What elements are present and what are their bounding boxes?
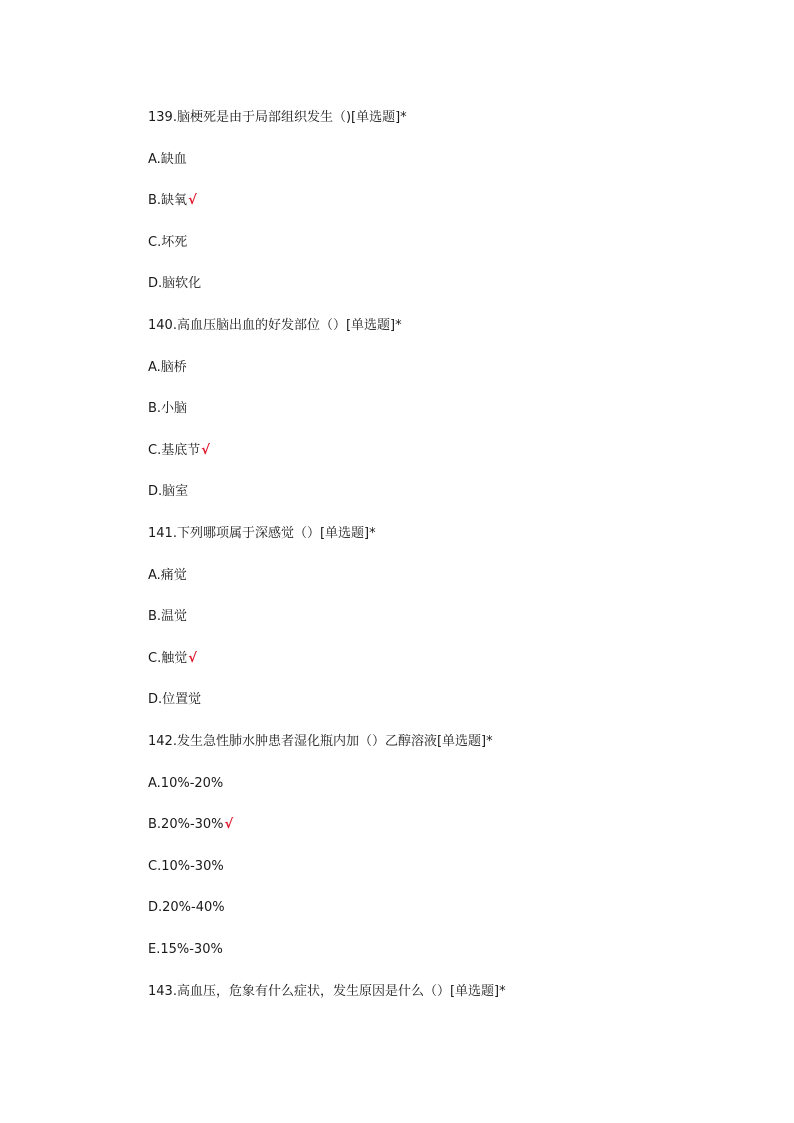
option-a [148,358,188,378]
option-c [148,649,197,669]
option-c [148,233,188,253]
answer-check-mark: √ [224,817,234,832]
question-141 [148,524,377,544]
option-d [148,274,202,294]
option-d [148,898,226,918]
question-140 [148,316,403,336]
question-text: 139.脑梗死是由于局部组织发生（)[单选题]* [148,110,407,125]
option-c [148,857,225,877]
question-text: 143.高血压，危象有什么症状，发生原因是什么（）[单选题]* [148,984,506,999]
option-text: A.10%-20% [148,776,224,791]
option-text: B.温觉 [148,609,188,624]
option-c [148,441,210,461]
option-text: B.缺氧 [148,193,188,208]
question-143 [148,982,507,1002]
option-text: C.10%-30% [148,859,224,874]
option-text: D.脑软化 [148,276,202,291]
option-e [148,940,224,960]
option-text: D.脑室 [148,484,189,499]
option-text: C.基底节 [148,443,201,458]
option-d [148,690,202,710]
option-b [148,191,197,211]
question-text: 142.发生急性肺水肿患者湿化瓶内加（）乙醇溶液[单选题]* [148,734,493,749]
question-text: 140.高血压脑出血的好发部位（）[单选题]* [148,318,402,333]
option-a [148,774,224,794]
option-b [148,399,188,419]
question-142 [148,732,494,752]
option-b [148,607,188,627]
option-text: D.20%-40% [148,900,225,915]
option-a [148,150,188,170]
option-text: A.缺血 [148,152,187,167]
option-a [148,566,188,586]
option-text: E.15%-30% [148,942,223,957]
option-text: B.20%-30% [148,817,224,832]
question-139 [148,108,408,128]
question-text: 141.下列哪项属于深感觉（）[单选题]* [148,526,376,541]
answer-check-mark: √ [201,443,210,458]
option-d [148,482,189,502]
option-text: A.脑桥 [148,360,187,375]
option-text: C.坏死 [148,235,188,250]
answer-check-mark: √ [188,651,197,666]
option-text: C.触觉 [148,651,188,666]
option-b [148,815,233,835]
option-text: D.位置觉 [148,692,202,707]
answer-check-mark: √ [188,193,197,208]
option-text: B.小脑 [148,401,188,416]
option-text: A.痛觉 [148,568,187,583]
